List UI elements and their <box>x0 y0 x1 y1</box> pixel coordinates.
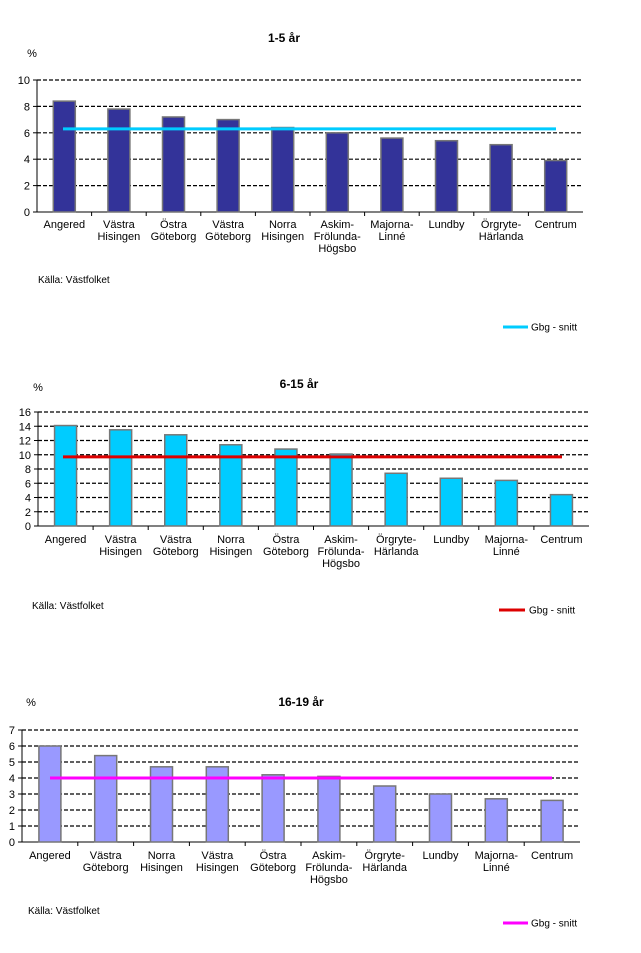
category-label-line: Lundby <box>422 850 459 862</box>
category-label-line: Hisingen <box>99 546 143 558</box>
legend-label: Gbg - snitt <box>531 322 578 334</box>
category-label-line: Högsbo <box>322 558 361 570</box>
category-label <box>263 534 309 558</box>
bar <box>326 133 348 212</box>
category-label-line: Örgryte- <box>480 219 522 231</box>
y-tick-label: 1 <box>8 821 15 833</box>
category-label-line: Frölunda- <box>305 862 353 874</box>
bar <box>430 794 452 842</box>
category-label <box>44 219 86 231</box>
category-label-line: Hisingen <box>140 862 183 874</box>
category-label-line: Norra <box>217 534 245 546</box>
y-tick-label: 4 <box>24 492 31 505</box>
category-label <box>29 850 71 862</box>
category-label-line: Centrum <box>540 534 583 546</box>
bar <box>272 128 294 212</box>
category-label <box>531 850 573 862</box>
bar <box>436 141 458 212</box>
bar <box>490 145 512 212</box>
y-axis-label: % <box>27 48 37 60</box>
y-tick-label: 7 <box>8 725 15 737</box>
chart-title: 16-19 år <box>278 695 324 709</box>
category-label-line: Härlanda <box>478 231 524 243</box>
y-tick-label: 10 <box>18 449 31 462</box>
chart-1 <box>18 31 583 334</box>
y-tick-label: 6 <box>8 741 15 753</box>
category-label-line: Göteborg <box>150 231 197 243</box>
category-label-line: Angered <box>29 850 71 862</box>
category-label-line: Centrum <box>531 850 574 862</box>
source-note: Källa: Västfolket <box>38 275 110 286</box>
category-label-line: Östra <box>160 219 187 231</box>
category-label-line: Göteborg <box>205 231 252 243</box>
category-label-line: Majorna- <box>370 219 414 231</box>
y-tick-label: 8 <box>24 464 31 476</box>
category-label <box>540 534 582 546</box>
category-label-line: Östra <box>272 534 300 546</box>
category-label-line: Örgryte- <box>364 850 405 862</box>
category-label-line: Frölunda- <box>317 546 365 558</box>
bar <box>541 800 563 842</box>
category-label <box>485 534 529 558</box>
bar <box>163 117 185 212</box>
bar <box>108 109 130 212</box>
chart-title: 6-15 år <box>279 377 319 391</box>
category-label-line: Härlanda <box>373 546 419 558</box>
category-label-line: Göteborg <box>82 862 129 874</box>
category-label-line: Västra <box>104 534 137 546</box>
bar <box>381 138 403 212</box>
category-label-line: Göteborg <box>152 546 199 558</box>
category-label-line: Västra <box>103 219 135 231</box>
category-label-line: Centrum <box>534 219 577 231</box>
y-tick-label: 0 <box>23 207 30 219</box>
category-label <box>475 850 519 874</box>
chart-title: 1-5 år <box>267 31 301 45</box>
category-label-line: Västra <box>201 850 234 862</box>
category-label-line: Hisingen <box>97 231 141 243</box>
category-label-line: Östra <box>259 850 287 862</box>
category-label-line: Linné <box>378 231 406 243</box>
category-label <box>250 850 296 874</box>
category-label-line: Västra <box>89 850 122 862</box>
bar <box>374 786 396 842</box>
bar <box>545 161 567 212</box>
y-tick-label: 6 <box>23 127 30 140</box>
category-label <box>196 850 239 874</box>
category-label-line: Askim- <box>312 850 346 862</box>
category-label-line: Angered <box>44 534 87 546</box>
category-label-line: Linné <box>492 546 520 558</box>
category-label <box>209 534 252 558</box>
category-label <box>151 219 197 243</box>
bar <box>495 480 517 526</box>
legend-label: Gbg - snitt <box>531 918 578 930</box>
y-tick-label: 2 <box>23 180 30 193</box>
bar <box>53 101 75 212</box>
category-label <box>153 534 199 558</box>
category-label-line: Göteborg <box>263 546 309 558</box>
bar <box>110 430 132 526</box>
bar <box>95 756 117 842</box>
bar <box>165 435 187 526</box>
category-label-line: Angered <box>43 219 86 231</box>
category-label <box>370 219 414 243</box>
bar <box>550 495 572 526</box>
y-tick-label: 2 <box>8 805 15 817</box>
chart-3 <box>9 695 580 930</box>
category-label <box>374 534 420 558</box>
category-label-line: Askim- <box>324 534 358 546</box>
category-label <box>318 534 365 570</box>
category-label-line: Västra <box>212 219 244 231</box>
y-tick-label: 0 <box>24 521 31 533</box>
source-note: Källa: Västfolket <box>28 906 100 917</box>
category-label-line: Norra <box>268 219 297 231</box>
category-label <box>479 219 525 243</box>
category-label <box>433 534 470 546</box>
bar <box>217 120 239 212</box>
y-tick-label: 4 <box>23 154 30 167</box>
y-tick-label: 2 <box>24 506 31 519</box>
category-label-line: Frölunda- <box>313 231 361 243</box>
category-label-line: Linné <box>482 862 510 874</box>
bar <box>485 799 507 842</box>
y-tick-label: 14 <box>18 421 31 434</box>
category-label <box>97 219 140 243</box>
bar <box>330 454 352 526</box>
category-label-line: Hisingen <box>261 231 305 243</box>
y-axis-label: % <box>33 382 43 394</box>
category-label-line: Lundby <box>433 534 470 546</box>
category-label-line: Högsbo <box>318 243 357 255</box>
bar <box>55 426 77 526</box>
y-tick-label: 3 <box>8 789 15 801</box>
category-label <box>83 850 129 874</box>
bar <box>275 449 297 526</box>
y-axis-label: % <box>26 697 36 709</box>
category-label-line: Örgryte- <box>375 534 417 546</box>
category-label <box>422 850 459 862</box>
y-tick-label: 6 <box>24 478 31 491</box>
category-label <box>314 219 361 255</box>
category-label-line: Göteborg <box>250 862 297 874</box>
legend-label: Gbg - snitt <box>529 605 576 617</box>
y-tick-label: 4 <box>8 773 15 785</box>
chart-2 <box>19 377 589 617</box>
category-label <box>140 850 183 874</box>
y-tick-label: 5 <box>8 757 15 769</box>
category-label <box>305 850 352 886</box>
category-label <box>99 534 142 558</box>
y-tick-label: 12 <box>18 435 31 448</box>
y-tick-label: 8 <box>23 101 30 114</box>
category-label-line: Majorna- <box>484 534 529 546</box>
category-label-line: Majorna- <box>474 850 519 862</box>
category-label-line: Hisingen <box>195 862 239 874</box>
bar <box>39 746 61 842</box>
source-note: Källa: Västfolket <box>32 601 104 612</box>
category-label-line: Hisingen <box>209 546 253 558</box>
bar <box>440 478 462 526</box>
bar <box>385 473 407 526</box>
category-label <box>428 219 465 231</box>
y-tick-label: 0 <box>8 837 15 849</box>
category-label-line: Härlanda <box>362 862 408 874</box>
category-label <box>362 850 408 874</box>
category-label-line: Norra <box>147 850 176 862</box>
bar <box>318 776 340 842</box>
category-label-line: Lundby <box>428 219 465 231</box>
category-label <box>205 219 251 243</box>
y-tick-label: 10 <box>17 75 30 87</box>
category-label <box>535 219 577 231</box>
category-label-line: Högsbo <box>309 874 348 886</box>
category-label <box>45 534 87 546</box>
category-label <box>261 219 304 243</box>
category-label-line: Västra <box>159 534 192 546</box>
category-label-line: Askim- <box>320 219 355 231</box>
bar <box>262 775 284 842</box>
y-tick-label: 16 <box>18 407 31 419</box>
